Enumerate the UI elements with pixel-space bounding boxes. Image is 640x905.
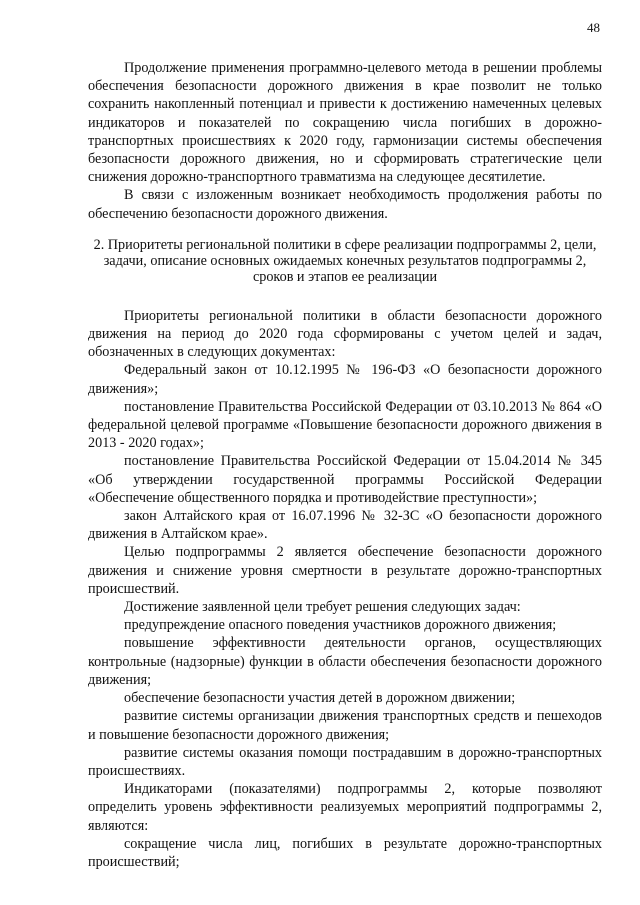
paragraph: развитие системы оказания помощи пострадавшим в дорожно-транспортных происшествиях. xyxy=(88,744,602,779)
paragraph: постановление Правительства Российской Федерации от 03.10.2013 № 864 «О федеральной целевой программе «Повышение безопасности дорожного движения в 2013 - 2020 годах»; xyxy=(88,398,602,452)
paragraph: развитие системы организации движения транспортных средств и пешеходов и повышение безопасности дорожного движения; xyxy=(88,708,602,743)
paragraph: обеспечение безопасности участия детей в дорожном движении; xyxy=(124,690,516,707)
paragraph: сокращение числа лиц, погибших в результате дорожно-транспортных происшествий; xyxy=(88,835,602,870)
page-content xyxy=(88,59,602,871)
paragraph: закон Алтайского края от 16.07.1996 № 32-ЗС «О безопасности дорожного движения в Алтайском крае». xyxy=(88,508,602,543)
paragraph: Приоритеты региональной политики в области безопасности дорожного движения на период до 2020 года сформированы с учетом целей и задач, обозначенных в следующих документах: xyxy=(88,307,602,361)
paragraph: предупреждение опасного поведения участников дорожного движения; xyxy=(124,617,557,634)
paragraph: В связи с изложенным возникает необходимость продолжения работы по обеспечению безопасности дорожного движения. xyxy=(88,187,602,222)
paragraph: Индикаторами (показателями) подпрограммы 2, которые позволяют определить уровень эффективности реализуемых мероприятий подпрограммы 2, являются: xyxy=(88,781,602,834)
page-number: 48 xyxy=(587,20,600,35)
paragraph: постановление Правительства Российской Федерации от 15.04.2014 № 345 «Об утверждении государственной программы Российской Федерации «Обеспечение общественного порядка и противодействие преступности»; xyxy=(88,453,602,506)
paragraph: Продолжение применения программно-целевого метода в решении проблемы обеспечения безопасности дорожного движения в крае позволит не только сохранить накопленный потенциал и привести к достижению намеченных целевых индикаторов и показателей по сокращению числа погибших в дорожно-транспортных происшествиях к 2020 году, гармонизации системы обеспечения безопасности дорожного движения, но и сформировать стратегические цели снижения дорожно-транспортного травматизма на следующее десятилетие. xyxy=(88,60,602,186)
paragraph: Достижение заявленной цели требует решения следующих задач: xyxy=(124,599,521,616)
paragraph: Федеральный закон от 10.12.1995 № 196-ФЗ «О безопасности дорожного движения»; xyxy=(88,362,602,397)
paragraph: повышение эффективности деятельности органов, осуществляющих контрольные (надзорные) функции в области обеспечения безопасности дорожного движения; xyxy=(88,635,602,688)
section-heading: 2. Приоритеты региональной политики в сфере реализации подпрограммы 2, цели, задачи, описание основных ожидаемых конечных результатов подпрограммы 2, сроков и этапов ее реализации xyxy=(93,236,597,285)
paragraph: Целью подпрограммы 2 является обеспечение безопасности дорожного движения и снижение уровня смертности в результате дорожно-транспортных происшествий. xyxy=(88,544,602,597)
